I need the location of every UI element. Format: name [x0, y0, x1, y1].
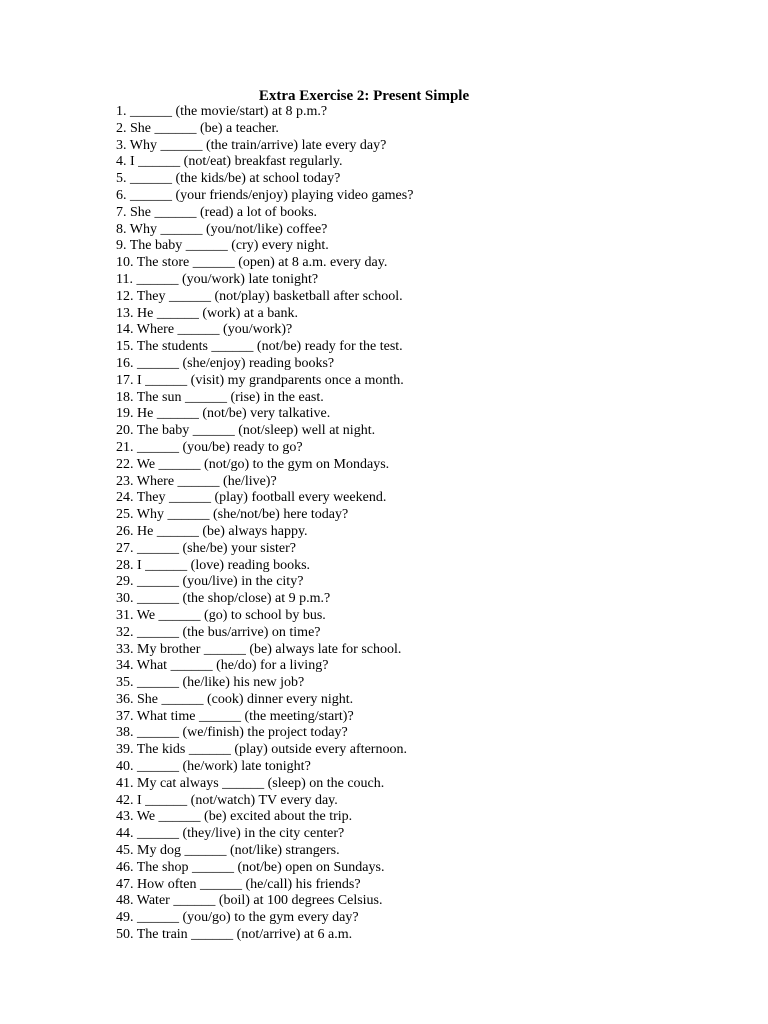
exercise-item: 50. The train ______ (not/arrive) at 6 a.m. — [116, 927, 353, 943]
exercise-item: 47. How often ______ (he/call) his friends? — [116, 876, 361, 892]
exercise-item: 8. Why ______ (you/not/like) coffee? — [116, 221, 328, 237]
exercise-item: 1. ______ (the movie/start) at 8 p.m.? — [116, 104, 328, 119]
exercise-item: 32. ______ (the bus/arrive) on time? — [116, 624, 321, 640]
exercise-item: 22. We ______ (not/go) to the gym on Mondays. — [116, 456, 390, 472]
exercise-item: 6. ______ (your friends/enjoy) playing video games? — [116, 187, 414, 203]
exercise-item: 35. ______ (he/like) his new job? — [116, 675, 305, 691]
exercise-item: 9. The baby ______ (cry) every night. — [116, 238, 329, 254]
exercise-item: 24. They ______ (play) football every weekend. — [116, 490, 387, 506]
exercise-item: 21. ______ (you/be) ready to go? — [116, 439, 303, 455]
exercise-item: 27. ______ (she/be) your sister? — [116, 540, 297, 556]
exercise-item: 49. ______ (you/go) to the gym every day? — [116, 910, 359, 926]
exercise-item: 37. What time ______ (the meeting/start)? — [116, 708, 354, 724]
exercise-item: 18. The sun ______ (rise) in the east. — [116, 389, 324, 405]
exercise-item: 33. My brother ______ (be) always late for school. — [116, 641, 402, 657]
exercise-item: 36. She ______ (cook) dinner every night. — [116, 691, 354, 707]
exercise-item: 5. ______ (the kids/be) at school today? — [116, 171, 341, 187]
exercise-item: 40. ______ (he/work) late tonight? — [116, 759, 311, 775]
exercise-item: 11. ______ (you/work) late tonight? — [116, 271, 319, 287]
exercise-item: 3. Why ______ (the train/arrive) late every day? — [116, 137, 387, 153]
exercise-item: 44. ______ (they/live) in the city center? — [116, 826, 345, 842]
exercise-item: 48. Water ______ (boil) at 100 degrees Celsius. — [116, 893, 383, 909]
exercise-item: 23. Where ______ (he/live)? — [116, 473, 277, 489]
exercise-item: 20. The baby ______ (not/sleep) well at night. — [116, 423, 376, 439]
exercise-item: 31. We ______ (go) to school by bus. — [116, 607, 326, 623]
exercise-item: 15. The students ______ (not/be) ready for the test. — [116, 339, 403, 355]
exercise-item: 38. ______ (we/finish) the project today? — [116, 725, 348, 741]
exercise-item: 16. ______ (she/enjoy) reading books? — [116, 355, 335, 371]
exercise-item: 45. My dog ______ (not/like) strangers. — [116, 843, 340, 859]
exercise-item: 30. ______ (the shop/close) at 9 p.m.? — [116, 591, 331, 607]
exercise-item: 28. I ______ (love) reading books. — [116, 557, 311, 573]
exercise-item: 10. The store ______ (open) at 8 a.m. every day. — [116, 255, 388, 271]
exercise-item: 43. We ______ (be) excited about the trip. — [116, 809, 353, 825]
exercise-item: 19. He ______ (not/be) very talkative. — [116, 406, 331, 422]
exercise-item: 26. He ______ (be) always happy. — [116, 523, 308, 539]
exercise-item: 39. The kids ______ (play) outside every afternoon. — [116, 742, 407, 758]
exercise-item: 46. The shop ______ (not/be) open on Sundays. — [116, 859, 385, 875]
exercise-item: 13. He ______ (work) at a bank. — [116, 305, 298, 321]
exercise-item: 12. They ______ (not/play) basketball after school. — [116, 288, 403, 304]
exercise-item: 29. ______ (you/live) in the city? — [116, 574, 304, 590]
exercise-item: 7. She ______ (read) a lot of books. — [116, 204, 318, 220]
exercise-item: 25. Why ______ (she/not/be) here today? — [116, 507, 349, 523]
exercise-item: 42. I ______ (not/watch) TV every day. — [116, 792, 338, 808]
exercise-item: 14. Where ______ (you/work)? — [116, 322, 293, 338]
exercise-list — [116, 104, 716, 944]
exercise-item: 2. She ______ (be) a teacher. — [116, 120, 279, 136]
exercise-item: 17. I ______ (visit) my grandparents once a month. — [116, 372, 404, 388]
document-title: Extra Exercise 2: Present Simple — [258, 88, 470, 104]
exercise-item: 34. What ______ (he/do) for a living? — [116, 658, 329, 674]
exercise-item: 4. I ______ (not/eat) breakfast regularly. — [116, 154, 343, 170]
exercise-item: 41. My cat always ______ (sleep) on the couch. — [116, 775, 385, 791]
